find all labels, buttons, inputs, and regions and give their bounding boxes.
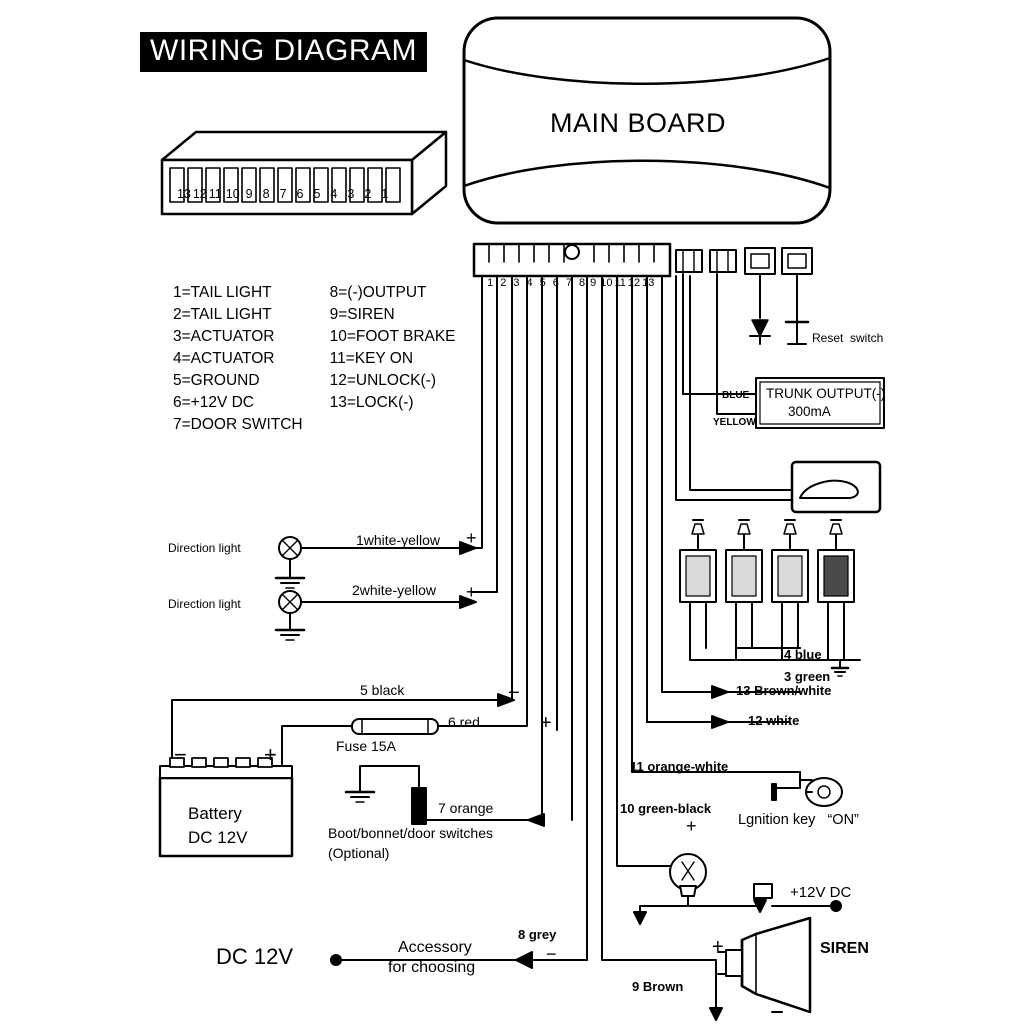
wire-13-label: 13 Brown/white bbox=[736, 683, 832, 698]
legend-right-5: 12=UNLOCK(-) bbox=[329, 372, 436, 389]
page-title: WIRING DIAGRAM bbox=[140, 32, 427, 72]
fuse-label: Fuse 15A bbox=[336, 738, 396, 754]
plus-12v-label: +12V DC bbox=[790, 884, 852, 901]
legend-right-1: 8=(-)OUTPUT bbox=[329, 284, 427, 301]
reset-switch-label: Reset switch bbox=[812, 331, 884, 345]
legend-left-4: 4=ACTUATOR bbox=[173, 350, 275, 367]
connector-pin-numbers-top bbox=[170, 173, 388, 202]
mb-pin-2: 2 bbox=[500, 276, 507, 289]
mb-pin-1: 1 bbox=[487, 276, 494, 289]
pin-12: 12 bbox=[192, 187, 207, 202]
ignition-key-label: Lgnition key “ON” bbox=[738, 812, 859, 828]
polarity-plus-battery-line: + bbox=[540, 712, 552, 734]
boot-switches-line1: Boot/bonnet/door switches bbox=[328, 825, 493, 841]
wire-8-label: 8 grey bbox=[518, 927, 557, 942]
pin-2: 2 bbox=[364, 187, 372, 202]
main-board-label: MAIN BOARD bbox=[550, 108, 727, 138]
wire-3-label: 3 green bbox=[784, 669, 831, 684]
battery-label-line1: Battery bbox=[188, 804, 242, 823]
wire-11-label: 11 orange-white bbox=[630, 759, 729, 774]
mb-pin-4: 4 bbox=[526, 276, 533, 289]
mb-pin-3: 3 bbox=[513, 276, 520, 289]
battery-label-line2: DC 12V bbox=[188, 828, 248, 847]
wire-6-label: 6 red bbox=[448, 714, 480, 730]
mb-pin-11: 11 bbox=[614, 276, 626, 289]
accessory-label-line2: for choosing bbox=[388, 959, 476, 976]
yellow-wire-label: YELLOW bbox=[713, 417, 756, 428]
dc-12v-label: DC 12V bbox=[216, 944, 294, 969]
legend-right-3: 10=FOOT BRAKE bbox=[329, 328, 456, 345]
mb-pin-13: 13 bbox=[642, 276, 655, 289]
pin-legend bbox=[172, 282, 482, 436]
pin-8: 8 bbox=[262, 187, 270, 202]
battery-plus-terminal: + bbox=[264, 742, 277, 767]
polarity-plus-2: + bbox=[466, 582, 477, 602]
pin-4: 4 bbox=[330, 187, 338, 202]
pin-10: 10 bbox=[225, 187, 240, 202]
wire-10-label: 10 green-black bbox=[620, 801, 712, 816]
trunk-output-label-line2: 300mA bbox=[788, 404, 831, 419]
pin-7: 7 bbox=[279, 187, 287, 202]
direction-light-1-label: Direction light bbox=[168, 541, 241, 555]
wire-7-label: 7 orange bbox=[438, 800, 494, 816]
polarity-minus-accessory: − bbox=[546, 944, 557, 964]
pin-3: 3 bbox=[347, 187, 355, 202]
wire-4-label: 4 blue bbox=[784, 647, 822, 662]
siren-label: SIREN bbox=[820, 940, 869, 957]
polarity-plus-brake: + bbox=[686, 816, 697, 836]
boot-switches-line2: (Optional) bbox=[328, 845, 390, 861]
wire-12-label: 12 white bbox=[748, 713, 800, 728]
legend-left-2: 2=TAIL LIGHT bbox=[173, 306, 272, 323]
blue-wire-label: BLUE bbox=[722, 390, 750, 401]
pin-9: 9 bbox=[245, 187, 253, 202]
legend-left-7: 7=DOOR SWITCH bbox=[173, 416, 303, 433]
legend-left-1: 1=TAIL LIGHT bbox=[173, 284, 272, 301]
mb-pin-5: 5 bbox=[539, 276, 546, 289]
mb-pin-10: 10 bbox=[600, 276, 613, 289]
legend-left-6: 6=+12V DC bbox=[173, 394, 254, 411]
pin-13: 13 bbox=[176, 187, 191, 202]
wire-2-label: 2white-yellow bbox=[352, 582, 437, 598]
mb-pin-12: 12 bbox=[627, 276, 641, 289]
trunk-output-label-line1: TRUNK OUTPUT(-) bbox=[766, 386, 886, 401]
accessory-label-line1: Accessory bbox=[398, 939, 472, 956]
pin-1: 1 bbox=[381, 187, 389, 202]
legend-left-5: 5=GROUND bbox=[173, 372, 260, 389]
mb-pin-8: 8 bbox=[579, 276, 586, 289]
polarity-plus-1: + bbox=[466, 528, 477, 548]
pin-11: 11 bbox=[208, 187, 222, 202]
mb-pin-6: 6 bbox=[552, 276, 559, 289]
mb-pin-7: 7 bbox=[565, 276, 572, 289]
direction-light-2-label: Direction light bbox=[168, 597, 241, 611]
polarity-minus-battery-line: − bbox=[508, 682, 520, 704]
wire-5-label: 5 black bbox=[360, 682, 405, 698]
legend-right-6: 13=LOCK(-) bbox=[329, 394, 414, 411]
pin-6: 6 bbox=[296, 187, 304, 202]
battery-minus-terminal: − bbox=[174, 742, 187, 767]
main-board-pin-numbers bbox=[481, 264, 654, 289]
mb-pin-9: 9 bbox=[590, 276, 597, 289]
legend-right-2: 9=SIREN bbox=[329, 306, 395, 323]
wire-9-label: 9 Brown bbox=[632, 979, 684, 994]
pin-5: 5 bbox=[313, 187, 321, 202]
legend-right-4: 11=KEY ON bbox=[329, 350, 414, 367]
polarity-plus-siren: + bbox=[712, 936, 724, 958]
legend-left-3: 3=ACTUATOR bbox=[173, 328, 275, 345]
wire-1-label: 1white-yellow bbox=[356, 532, 441, 548]
